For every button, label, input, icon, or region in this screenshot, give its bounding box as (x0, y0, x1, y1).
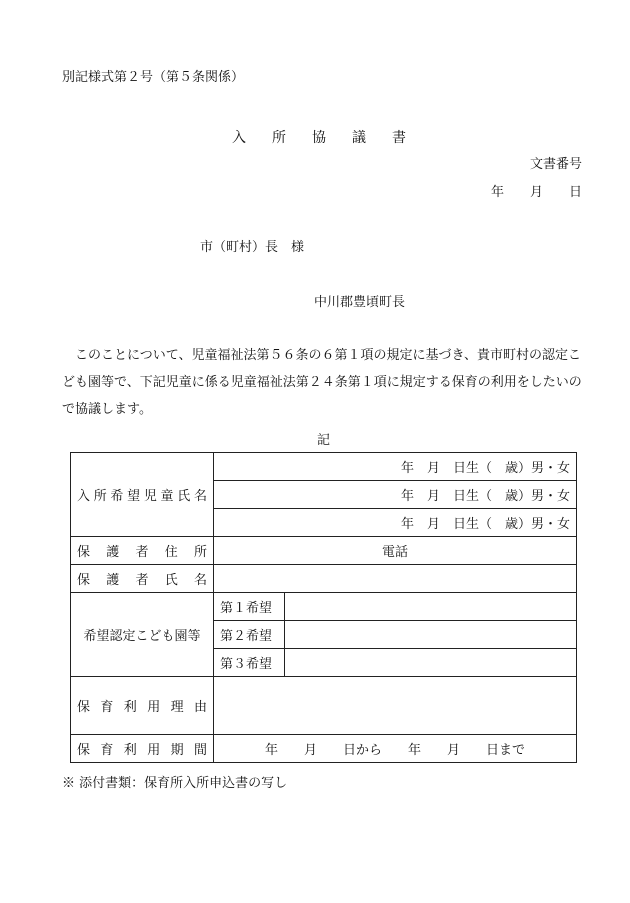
facility-label: 希望認定こども園等 (71, 593, 214, 677)
date-line: 年 月 日 (490, 185, 582, 200)
title-char: 書 (392, 130, 406, 146)
title-char: 入 (232, 130, 246, 146)
reason-field[interactable] (214, 677, 577, 735)
phone-label[interactable]: 電話 (214, 537, 577, 565)
table-row (71, 453, 577, 481)
child-birth-cell[interactable]: 年 月 日生（ 歳）男・女 (214, 453, 577, 481)
application-table (70, 452, 577, 763)
table-row (71, 565, 577, 593)
guardian-name-field[interactable] (214, 565, 577, 593)
title-char: 所 (272, 130, 286, 146)
document-title (232, 127, 432, 147)
attachment-note: ※ 添付書類：保育所入所申込書の写し (62, 776, 288, 791)
child-birth-cell[interactable]: 年 月 日生（ 歳）男・女 (214, 481, 577, 509)
document-number-label: 文書番号 (529, 157, 582, 172)
preference-label: 第３希望 (214, 649, 285, 677)
body-text: このことについて、児童福祉法第５６条の６第１項の規定に基づき、貴市町村の認定こども園等で、下記児童に係る児童福祉法第２４条第１項に規定する保育の利用をしたいので協議します。 (62, 348, 582, 417)
guardian-address-label: 保護者住所 (71, 537, 214, 565)
form-number: 別記様式第２号（第５条関係） (62, 70, 245, 85)
preference-field[interactable] (285, 649, 577, 677)
addressee: 市（町村）長 様 (200, 240, 305, 255)
table-row (71, 735, 577, 763)
reason-label: 保育利用理由 (71, 677, 214, 735)
period-label: 保育利用期間 (71, 735, 214, 763)
preference-field[interactable] (285, 593, 577, 621)
title-char: 協 (312, 130, 326, 146)
guardian-name-label: 保護者氏名 (71, 565, 214, 593)
preference-field[interactable] (285, 621, 577, 649)
preference-label: 第１希望 (214, 593, 285, 621)
ki-heading: 記 (317, 433, 331, 448)
child-birth-cell[interactable]: 年 月 日生（ 歳）男・女 (214, 509, 577, 537)
preference-label: 第２希望 (214, 621, 285, 649)
sender: 中川郡豊頃町長 (314, 295, 406, 310)
title-char: 議 (352, 130, 366, 146)
child-name-label: 入所希望児童氏名 (71, 453, 214, 537)
table-row (71, 677, 577, 735)
table-row (71, 593, 577, 621)
table-row (71, 537, 577, 565)
period-field[interactable]: 年 月 日から 年 月 日まで (214, 735, 577, 763)
